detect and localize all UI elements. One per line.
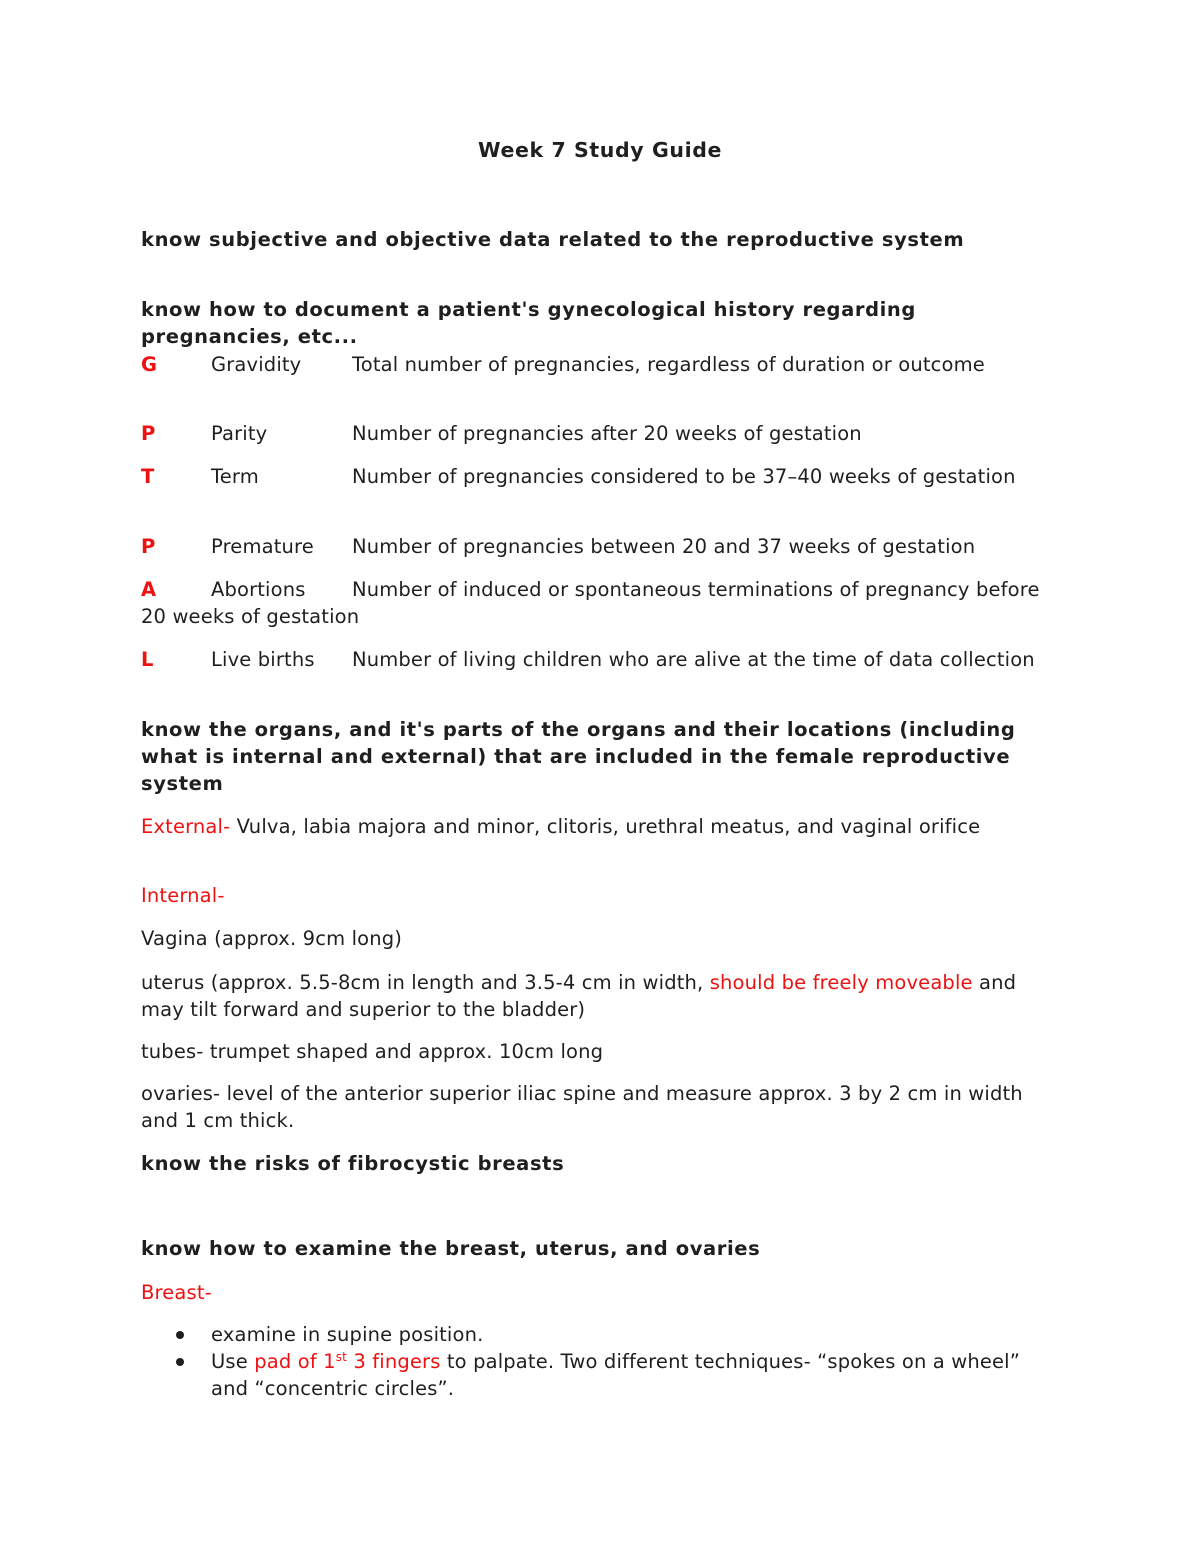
gtpal-letter: P xyxy=(141,422,156,445)
gtpal-term: Gravidity xyxy=(211,353,302,376)
gtpal-letter: A xyxy=(141,578,157,601)
bullet-pre: Use xyxy=(211,1350,255,1373)
uterus-text xyxy=(141,969,1056,1023)
ordinal-suffix: st xyxy=(335,1350,348,1364)
heading-organs: know the organs, and it's parts of the organs and their locations (including what is internal and external) that are included in the female reproductive system xyxy=(141,718,1016,795)
gtpal-term: Term xyxy=(211,465,259,488)
heading-gynecological-history: know how to document a patient's gynecological history regarding pregnancies, etc... xyxy=(141,298,916,348)
gtpal-definition: Number of pregnancies after 20 weeks of gestation xyxy=(352,422,862,445)
list-item xyxy=(141,1348,1056,1402)
internal-label: Internal- xyxy=(141,884,225,907)
bullet-text: examine in supine position. xyxy=(211,1323,484,1346)
tubes-text: tubes- trumpet shaped and approx. 10cm long xyxy=(141,1040,604,1063)
external-text: Vulva, labia majora and minor, clitoris, urethral meatus, and vaginal orifice xyxy=(230,815,981,838)
gtpal-definition: Number of living children who are alive at the time of data collection xyxy=(352,648,1035,671)
external-organs xyxy=(141,813,1056,840)
bullet-highlight-2: 3 fingers xyxy=(347,1350,441,1373)
page-title: Week 7 Study Guide xyxy=(477,138,723,162)
heading-fibrocystic: know the risks of fibrocystic breasts xyxy=(141,1152,565,1175)
gtpal-row-abortions xyxy=(141,576,1056,630)
gtpal-definition: Number of induced or spontaneous terminations of pregnancy before 20 weeks of gestation xyxy=(141,578,1040,628)
bullet-icon xyxy=(176,1358,184,1366)
breast-label: Breast- xyxy=(141,1281,212,1304)
heading-examine: know how to examine the breast, uterus, and ovaries xyxy=(141,1237,761,1260)
gtpal-letter: T xyxy=(141,465,155,488)
gtpal-letter: G xyxy=(141,353,158,376)
gtpal-term: Premature xyxy=(211,535,314,558)
list-item xyxy=(141,1321,1056,1348)
gtpal-row-term xyxy=(141,463,1056,490)
vagina-text: Vagina (approx. 9cm long) xyxy=(141,927,403,950)
gtpal-definition: Number of pregnancies between 20 and 37 weeks of gestation xyxy=(352,535,976,558)
gtpal-term: Parity xyxy=(211,422,268,445)
gtpal-letter: L xyxy=(141,648,154,671)
uterus-highlight: should be freely moveable xyxy=(709,971,973,994)
bullet-highlight: pad of 1 xyxy=(254,1350,336,1373)
gtpal-term: Abortions xyxy=(211,578,306,601)
bullet-icon xyxy=(176,1331,184,1339)
external-label: External- xyxy=(141,815,231,838)
heading-subjective-objective: know subjective and objective data related to the reproductive system xyxy=(141,228,965,251)
gtpal-definition: Total number of pregnancies, regardless of duration or outcome xyxy=(352,353,985,376)
gtpal-term: Live births xyxy=(211,648,315,671)
gtpal-row-parity xyxy=(141,420,1056,447)
gtpal-row-live-births xyxy=(141,646,1056,673)
uterus-post: and may tilt forward and superior to the bladder) xyxy=(141,971,1017,1021)
uterus-pre: uterus (approx. 5.5-8cm in length and 3.5-4 cm in width, xyxy=(141,971,710,994)
gtpal-definition: Number of pregnancies considered to be 37–40 weeks of gestation xyxy=(352,465,1016,488)
gtpal-letter: P xyxy=(141,535,156,558)
bullet-post: to palpate. Two different techniques- “spokes on a wheel” and “concentric circles”. xyxy=(211,1350,1020,1400)
breast-exam-list xyxy=(141,1321,1056,1402)
gtpal-row-premature xyxy=(141,533,1071,560)
gtpal-row-gravidity xyxy=(141,351,1056,378)
ovaries-text: ovaries- level of the anterior superior iliac spine and measure approx. 3 by 2 cm in width and 1 cm thick. xyxy=(141,1082,1023,1132)
